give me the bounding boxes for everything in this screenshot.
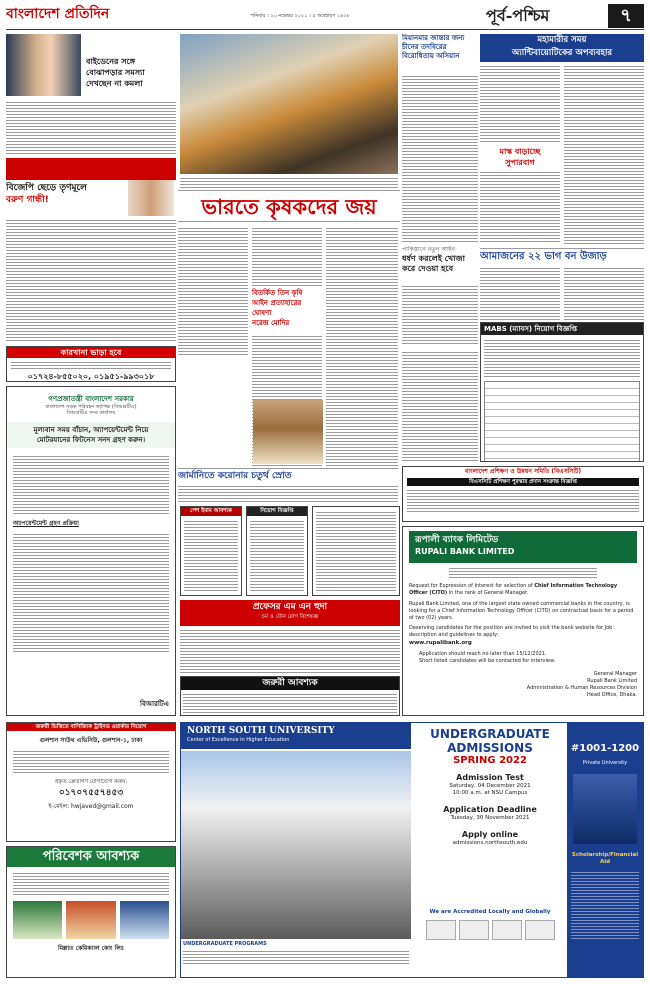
bjp-body (6, 218, 176, 342)
nsu-campus-photo (181, 751, 411, 939)
ad-factory: কারখানা ভাড়া হবে ০১৭২৪-৮৫৫০২০, ০১৯৫১-৯৯৩০১৮ (6, 346, 176, 382)
ad-urgent: জরুরী আবশ্যক (180, 676, 400, 716)
rupali-eoi: Request for Expression of Interest for selection of Chief Information Technology Officer (CITO) in the rank of General Manager. (409, 583, 618, 596)
rupali-header: রূপালী ব্যাংক লিমিটেড RUPALI BANK LIMITED (409, 531, 637, 563)
india-body-col1 (178, 226, 248, 356)
ad-bsct: বাংলাদেশ প্রশিক্ষণ ও উন্নয়ন সমিতি (বিএসসিটি) বিএসসিটি প্রশিক্ষণ পুরস্কার প্রদান সংক্রান্ত বিজ্ঞপ্তি (402, 466, 644, 522)
page-number: ৭ (608, 4, 644, 28)
farmers-photo (180, 34, 398, 174)
ad-rupali: রূপালী ব্যাংক লিমিটেড RUPALI BANK LIMITED Request for Expression of Interest for selection of Chief Information Technology Officer (CITO) in the rank of General Manager. Rupali Bank Limited, one of the largest state owned commercial banks in the country, is looking for a Chief Information Technology Officer (CITO) on contractual basis for a period of two (02) years. Deserving candidates for the position are invited to visit the bank website for Job description and guidelines to apply: www.rupalibank.org Application should reach no later than 15/12/2021. Short listed candidates will be contacted for interview. General Manager Rupali Bank Limited Administration & Human Resources Division Head Office, Dhaka. (402, 526, 644, 716)
section-name: পূর্ব-পশ্চিম (486, 6, 550, 25)
ad-nsu: NORTH SOUTH UNIVERSITY Center of Excellence in Higher Education UNDERGRADUATE PROGRAMS UNDERGRADUATE ADMISSIONS SPRING 2022 Admission Test Saturday, 04 December 2021 10:00 a.m. at NSU Campus Application Deadline Tuesday, 30 November 2021 Apply online admissions.northsouth.edu We are Accredited Locally and Globally #1001-1200 Private University Scholarship/Financial Aid (180, 722, 644, 978)
ad-misc (312, 506, 400, 596)
india-subhead: বিতর্কিত তিন কৃষি আইন প্রত্যাহারের ঘোষণা নরেন্দ্র মোদির (252, 289, 303, 327)
amazon-body-col1 (480, 266, 560, 320)
pakistan-body-2 (402, 350, 478, 462)
india-body-col3 (326, 226, 398, 466)
ad-imam: পেশ ইমাম আবশ্যক (180, 506, 242, 596)
pakistan-title: পাকিস্তানে নতুন আইন ধর্ষণ করলেই খোজা করে দেওয়া হবে (402, 246, 465, 273)
brta-headline: মূল্যবান সময় বাঁচান, অ্যাপয়েন্টমেন্ট নিয়ে মোটরযানের ফিটনেস সনদ গ্রহণ করুন। (7, 422, 175, 448)
amazon-title: আমাজনের ২২ ভাগ বন উজাড় (480, 248, 644, 264)
india-small-photo (253, 400, 323, 464)
farmers-caption (180, 176, 398, 188)
amazon-body-col2 (564, 266, 644, 320)
myanmar-body (402, 74, 478, 242)
dateline: শনিবার । ২০ নভেম্বর ২০২১ । ৫ অগ্রহায়ণ ১৪২৮ (251, 13, 350, 19)
bjp-title: বিজেপি ছেড়ে তৃণমূলে বরুণ গান্ধী! (6, 183, 87, 205)
kamala-body (6, 100, 176, 154)
antibiotic-body-col1 (480, 64, 560, 144)
rupali-url[interactable]: www.rupalibank.org (409, 640, 472, 646)
antibiotic-title: মহামারীর সময় অ্যান্টিবায়োটিকের অপব্যবহার (480, 34, 644, 62)
india-headline: ভারতে কৃষকদের জয় (178, 190, 400, 222)
antibiotic-body-col2 (564, 64, 644, 244)
mask-title: মাস্ক বাড়াচ্ছে সুপারবাগ (499, 147, 541, 167)
newspaper-logo: বাংলাদেশ প্রতিদিন (6, 6, 110, 22)
ad-hostel: জরুরী ভিত্তিতে বাণিজ্যিক ট্রাইনড ওয়ার্কার নিয়োগ গুলশান সাউথ এভিনিউ, গুলশান-১, ঢাকা প্রকৃত ক্রেতাগণ যোগাযোগ করুন: ০১৭০৭৫৫৭৪৫৩ ই-মেইল: hwjaved@gmail.com (6, 722, 176, 842)
kamala-title: বাইডেনের সঙ্গে বোঝাপড়ার সমস্যা দেখছেন না কমলা (86, 57, 145, 88)
professor-body (180, 628, 400, 674)
ad-distributor: পরিবেশক আবশ্যক মিল্লাত কেমিক্যাল কোং লিঃ (6, 846, 176, 978)
kamala-photo (6, 34, 81, 96)
varun-photo (128, 180, 174, 216)
ad-mabs: MABS (ম্যাবস) নিয়োগ বিজ্ঞপ্তি (480, 322, 644, 462)
myanmar-title: মিয়ানমার জান্তার জন্য চীনের তদবিরের বিরোধিতায় অসিয়ান (402, 34, 465, 60)
pakistan-body (402, 284, 478, 346)
ad-recruit: নিয়োগ বিজ্ঞপ্তি (246, 506, 308, 596)
nsu-apply-url[interactable]: admissions.northsouth.edu (452, 839, 528, 846)
germany-body (178, 484, 398, 502)
india-body-col2 (252, 226, 322, 286)
mask-body (480, 170, 560, 244)
germany-title: জার্মানিতে করোনার চতুর্থ স্রোত (178, 468, 398, 482)
story-kamala (6, 34, 176, 154)
bjp-kicker-bar (6, 158, 176, 180)
ad-professor: প্রফেসর এম এন হুদা চর্ম ও যৌন রোগ বিশেষজ্ঞ (180, 600, 400, 626)
masthead (6, 4, 644, 30)
ad-brta: গণপ্রজাতন্ত্রী বাংলাদেশ সরকার বাংলাদেশ সড়ক পরিবহন কর্তৃপক্ষ (বিআরটিএ) বিআরটিএ সদর কার্যালয় মূল্যবান সময় বাঁচান, অ্যাপয়েন্টমেন্ট নিয়ে মোটরযানের ফিটনেস সনদ গ্রহণ করুন। অ্যাপয়েন্টমেন্ট গ্রহণ প্রক্রিয়া বিআরটিএ (6, 386, 176, 716)
